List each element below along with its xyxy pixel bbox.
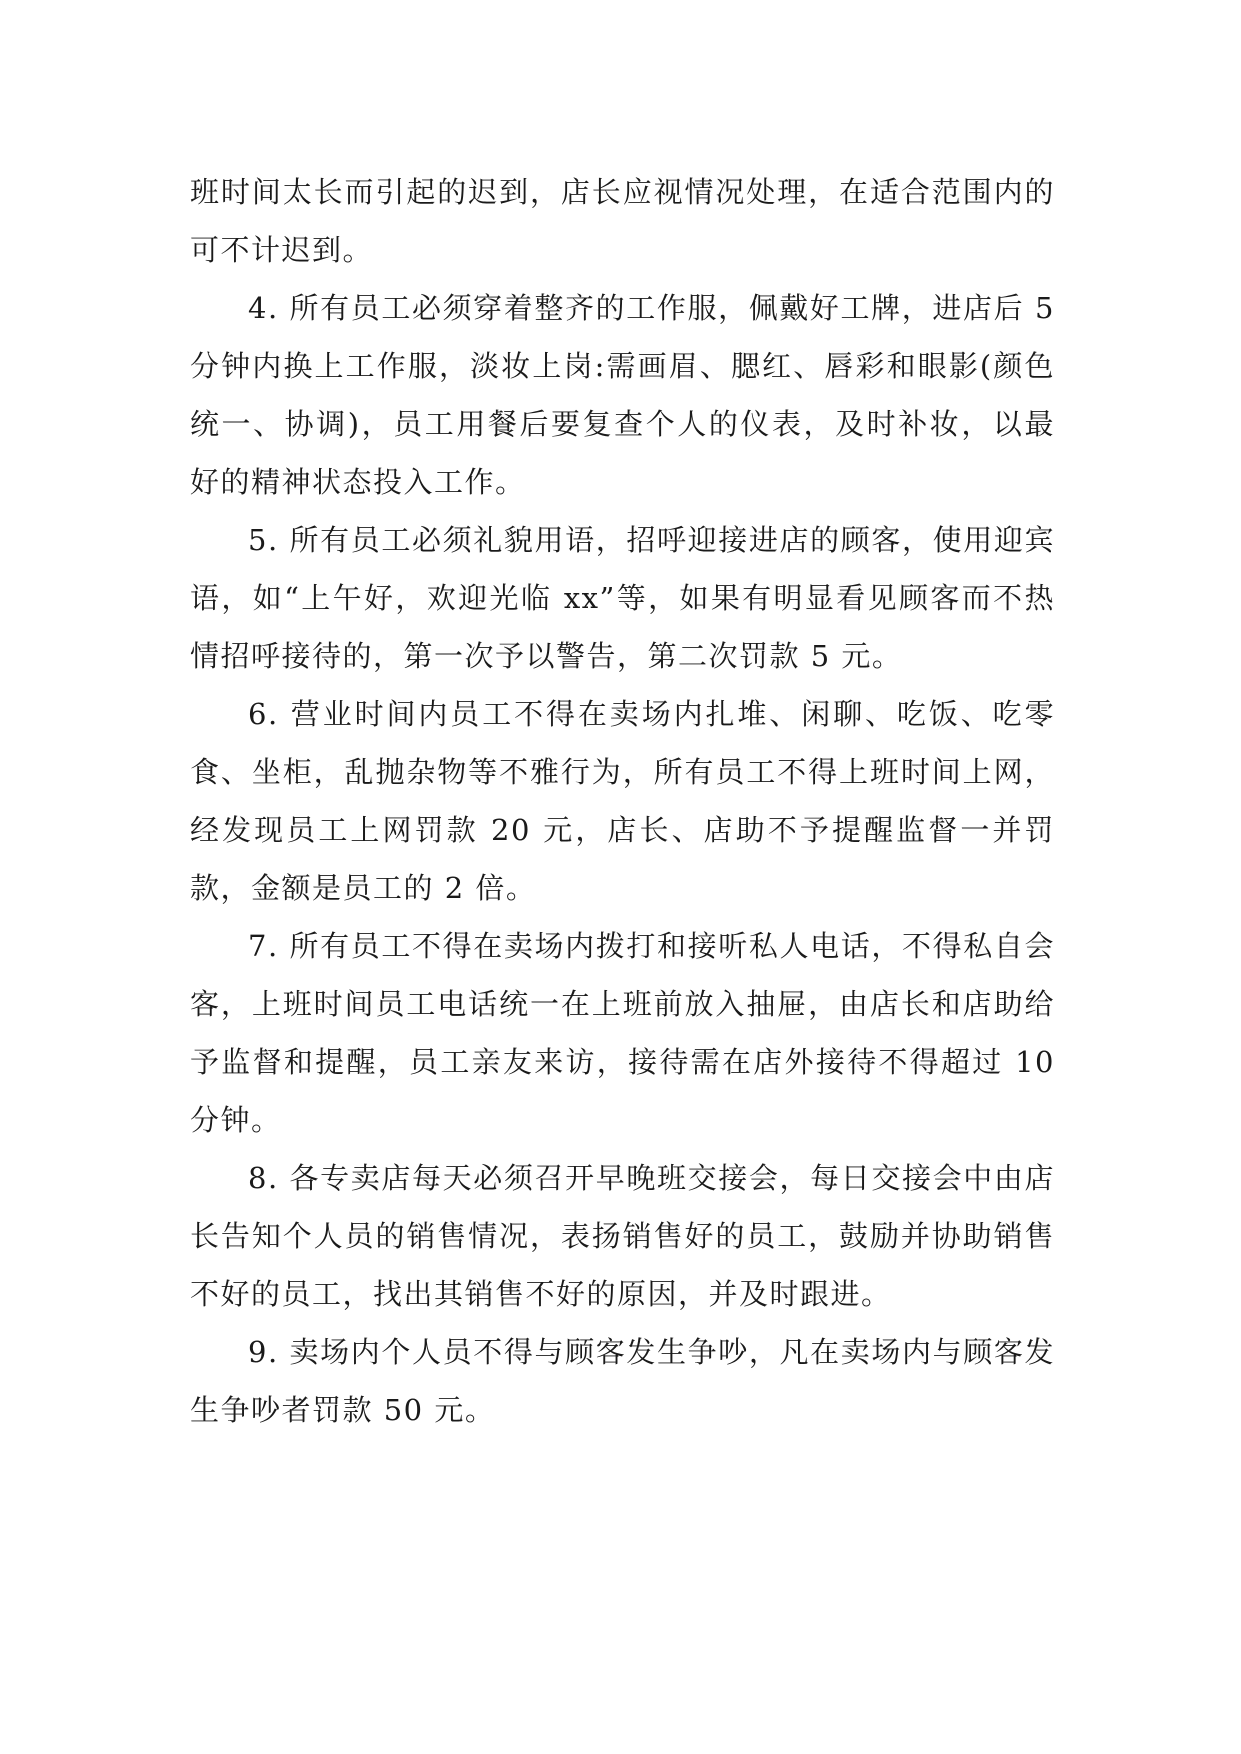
document-body	[190, 163, 1055, 1439]
paragraph-item-7: 7. 所有员工不得在卖场内拨打和接听私人电话，不得私自会客，上班时间员工电话统一在上班前放入抽屉，由店长和店助给予监督和提醒，员工亲友来访，接待需在店外接待不得超过 10 分钟。	[190, 929, 1055, 1137]
paragraph-continuation: 班时间太长而引起的迟到，店长应视情况处理，在适合范围内的可不计迟到。	[190, 175, 1055, 267]
paragraph-item-4: 4. 所有员工必须穿着整齐的工作服，佩戴好工牌，进店后 5 分钟内换上工作服，淡妆上岗:需画眉、腮红、唇彩和眼影(颜色统一、协调)，员工用餐后要复查个人的仪表，及时补妆，以最好的精神状态投入工作。	[190, 291, 1055, 499]
paragraph-item-9: 9. 卖场内个人员不得与顾客发生争吵，凡在卖场内与顾客发生争吵者罚款 50 元。	[190, 1335, 1055, 1427]
paragraph-item-6: 6. 营业时间内员工不得在卖场内扎堆、闲聊、吃饭、吃零食、坐柜，乱抛杂物等不雅行为，所有员工不得上班时间上网，经发现员工上网罚款 20 元，店长、店助不予提醒监督一并罚款，金额是员工的 2 倍。	[190, 697, 1055, 905]
paragraph-item-8: 8. 各专卖店每天必须召开早晚班交接会，每日交接会中由店长告知个人员的销售情况，表扬销售好的员工，鼓励并协助销售不好的员工，找出其销售不好的原因，并及时跟进。	[190, 1161, 1055, 1311]
paragraph-item-5: 5. 所有员工必须礼貌用语，招呼迎接进店的顾客，使用迎宾语，如“上午好，欢迎光临 xx”等，如果有明显看见顾客而不热情招呼接待的，第一次予以警告，第二次罚款 5 元。	[190, 523, 1055, 673]
